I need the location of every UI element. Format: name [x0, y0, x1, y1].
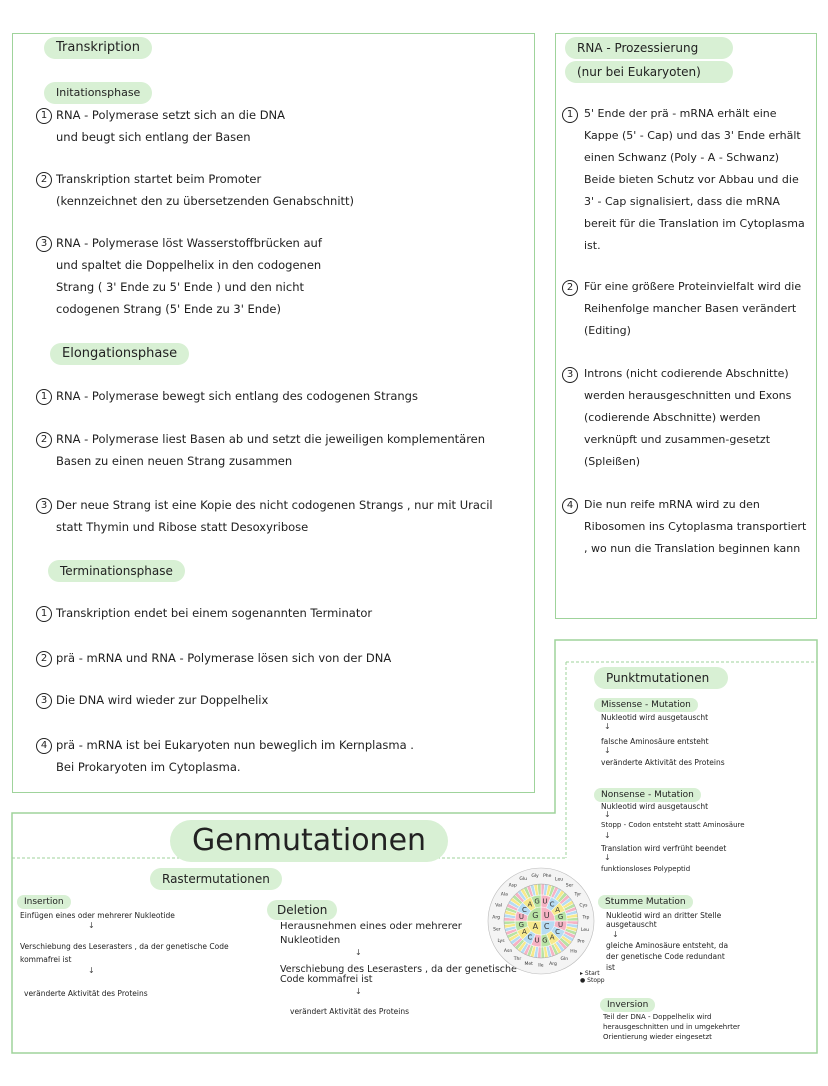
- wheel-amino-label: Phe: [543, 873, 552, 879]
- step-number: 3: [36, 498, 52, 514]
- arrow-down-icon: ↓: [604, 853, 611, 862]
- wheel-middle-label: G: [542, 936, 548, 945]
- wheel-inner-label: U: [543, 910, 550, 920]
- insertion-line-1: Einfügen eines oder mehrerer Nukleotide: [20, 911, 175, 920]
- step-number: 2: [36, 172, 52, 188]
- wheel-amino-label: Pro: [577, 939, 585, 945]
- termination-item-1: [36, 602, 372, 624]
- wheel-legend: [580, 970, 605, 984]
- wheel-middle-label: U: [558, 920, 564, 929]
- wheel-amino-label: Asp: [508, 883, 517, 889]
- stumme-line-1: Nukleotid wird an dritter Stelle: [606, 911, 722, 920]
- start-marker-icon: ▸: [580, 970, 585, 977]
- wheel-amino-label: Val: [495, 903, 503, 909]
- arrow-down-icon: ↓: [88, 921, 95, 930]
- stumme-title: Stumme Mutation: [598, 895, 693, 909]
- deletion-line-5: verändert Aktivität des Proteins: [290, 1007, 410, 1016]
- initiation-item-3-line-2: und spaltet die Doppelhelix in den codogenen: [56, 258, 322, 272]
- wheel-amino-label: Leu: [555, 877, 564, 883]
- wheel-amino-label: Ser: [565, 883, 574, 889]
- missense-line-2: falsche Aminosäure entsteht: [601, 737, 709, 746]
- wheel-amino-label: Asn: [503, 949, 513, 955]
- punkt-title: Punktmutationen: [594, 667, 728, 689]
- wheel-amino-label: Lys: [497, 939, 505, 945]
- wheel-amino-label: Ile: [538, 963, 544, 969]
- wheel-middle-label: C: [521, 905, 527, 914]
- wheel-middle-label: G: [518, 920, 525, 929]
- termination-item-4-line-2: Bei Prokaryoten im Cytoplasma.: [56, 760, 241, 774]
- wheel-inner-label: C: [543, 922, 550, 932]
- step-number: 3: [36, 693, 52, 709]
- initiation-item-3-line-1: RNA - Polymerase löst Wasserstoffbrücken auf: [56, 236, 322, 250]
- termination-item-4: [36, 734, 414, 778]
- termination-item-2: [36, 647, 391, 669]
- insertion-line-4: veränderte Aktivität des Proteins: [24, 989, 148, 998]
- wheel-middle-label: A: [549, 933, 555, 942]
- stop-marker-icon: ●: [580, 977, 588, 984]
- elongation-item-1: [36, 385, 418, 407]
- step-number: 1: [562, 107, 578, 123]
- step-number: 4: [36, 738, 52, 754]
- initiation-item-2: [36, 168, 354, 212]
- deletion-line-4: Code kommafrei ist: [280, 974, 373, 985]
- prozessierung-item-1-text: 5' Ende der prä - mRNA erhält eine Kappe (5' - Cap) und das 3' Ende erhält einen Schwanz (Poly - A - Schwanz) Beide bieten Schutz vor Abbau und die 3' - Cap signalisiert, dass die mRNA bereit für die Translation im Cytoplasma ist.: [584, 107, 805, 252]
- nonsense-line-3: Translation wird verfrüht beendet: [601, 844, 727, 853]
- transkription-title: Transkription: [44, 37, 152, 59]
- elongation-item-2-line-2: Basen zu einen neuen Strang zusammen: [56, 454, 293, 468]
- deletion-line-2: Nukleotiden: [280, 935, 341, 946]
- stumme-line-2: ausgetauscht: [606, 920, 657, 929]
- nonsense-line-1: Nukleotid wird ausgetauscht: [601, 802, 709, 811]
- step-number: 1: [36, 606, 52, 622]
- wheel-middle-label: A: [527, 900, 533, 909]
- legend-start: Start: [584, 970, 600, 977]
- insertion-line-3: kommafrei ist: [20, 955, 72, 964]
- wheel-amino-label: Gly: [531, 873, 539, 879]
- arrow-down-icon: ↓: [88, 966, 95, 975]
- wheel-middle-label: C: [555, 928, 561, 937]
- inversion-line-1: Teil der DNA - Doppelhelix wird: [603, 1013, 712, 1021]
- arrow-down-icon: ↓: [612, 930, 619, 939]
- wheel-amino-label: Ala: [500, 892, 508, 898]
- prozessierung-item-3-text: Introns (nicht codierende Abschnitte) werden herausgeschnitten und Exons (codierende Abschnitte) werden verknüpft und zusammen-gesetzt (Spleißen): [584, 367, 792, 468]
- step-number: 2: [562, 280, 578, 296]
- termination-item-2-line-1: prä - mRNA und RNA - Polymerase lösen sich von der DNA: [56, 651, 392, 665]
- initiation-item-2-line-1: Transkription startet beim Promoter: [56, 172, 262, 186]
- termination-item-3-line-1: Die DNA wird wieder zur Doppelhelix: [56, 693, 269, 707]
- step-number: 3: [562, 367, 578, 383]
- wheel-middle-label: U: [534, 936, 540, 945]
- wheel-amino-label: Met: [524, 961, 533, 967]
- initiation-item-1-line-1: RNA - Polymerase setzt sich an die DNA: [56, 108, 286, 122]
- wheel-amino-label: Trp: [582, 915, 590, 921]
- step-number: 3: [36, 236, 52, 252]
- wheel-amino-label: His: [570, 949, 578, 955]
- wheel-amino-label: Arg: [492, 915, 500, 921]
- initiation-item-3-line-4: codogenen Strang (5' Ende zu 3' Ende): [56, 302, 281, 316]
- inversion-title: Inversion: [600, 998, 655, 1012]
- prozessierung-item-1: [562, 103, 812, 257]
- initiation-item-1-line-2: und beugt sich entlang der Basen: [56, 130, 251, 144]
- termination-item-4-line-1: prä - mRNA ist bei Eukaryoten nun beweglich im Kernplasma .: [56, 738, 414, 752]
- initiation-item-1: [36, 104, 285, 148]
- nonsense-line-2: Stopp - Codon entsteht statt Aminosäure: [601, 821, 745, 829]
- wheel-amino-label: Glu: [519, 877, 527, 883]
- step-number: 4: [562, 498, 578, 514]
- missense-line-3: veränderte Aktivität des Proteins: [601, 758, 725, 767]
- elongation-item-1-line-1: RNA - Polymerase bewegt sich entlang des codogenen Strangs: [56, 389, 418, 403]
- elongation-item-3: [36, 494, 493, 538]
- initiation-title: Initationsphase: [44, 82, 152, 104]
- termination-title: Terminationsphase: [48, 560, 185, 582]
- legend-stop: Stopp: [587, 977, 605, 984]
- initiation-item-2-line-2: (kennzeichnet den zu übersetzenden Genabschnitt): [56, 194, 355, 208]
- insertion-line-2: Verschiebung des Leserasters , da der genetische Code: [20, 942, 229, 951]
- deletion-title: Deletion: [267, 900, 337, 920]
- deletion-line-3: Verschiebung des Leserasters , da der genetische: [280, 964, 517, 975]
- prozessierung-subtitle: (nur bei Eukaryoten): [565, 61, 733, 83]
- wheel-middle-label: C: [549, 900, 555, 909]
- prozessierung-item-4: [562, 494, 812, 560]
- insertion-title: Insertion: [17, 895, 71, 909]
- wheel-middle-label: U: [542, 897, 548, 906]
- wheel-middle-label: A: [555, 905, 561, 914]
- raster-title: Rastermutationen: [150, 868, 282, 890]
- nonsense-line-4: funktionsloses Polypeptid: [601, 865, 691, 873]
- arrow-down-icon: ↓: [355, 987, 362, 996]
- wheel-middle-label: U: [518, 913, 524, 922]
- prozessierung-item-2-text: Für eine größere Proteinvielfalt wird die Reihenfolge mancher Basen verändert (Editing): [584, 280, 802, 337]
- initiation-item-3-line-3: Strang ( 3' Ende zu 5' Ende ) und den nicht: [56, 280, 304, 294]
- genetic-code-wheel: [486, 866, 596, 976]
- wheel-middle-label: C: [527, 933, 533, 942]
- wheel-amino-label: Tyr: [574, 892, 582, 898]
- wheel-amino-label: Gln: [560, 957, 569, 963]
- missense-line-1: Nukleotid wird ausgetauscht: [601, 713, 709, 722]
- step-number: 2: [36, 432, 52, 448]
- deletion-line-1: Herausnehmen eines oder mehrerer: [280, 921, 462, 932]
- wheel-middle-label: A: [521, 928, 527, 937]
- wheel-amino-label: Cys: [579, 903, 588, 909]
- wheel-inner-label: A: [532, 922, 539, 932]
- arrow-down-icon: ↓: [355, 948, 362, 957]
- elongation-item-2: [36, 428, 485, 472]
- inversion-line-3: Orientierung wieder eingesetzt: [603, 1033, 712, 1041]
- initiation-item-3: [36, 232, 322, 320]
- elongation-item-2-line-1: RNA - Polymerase liest Basen ab und setzt die jeweiligen komplementären: [56, 432, 486, 446]
- arrow-down-icon: ↓: [604, 722, 611, 731]
- termination-item-1-line-1: Transkription endet bei einem sogenannten Terminator: [56, 606, 373, 620]
- nonsense-title: Nonsense - Mutation: [594, 788, 701, 802]
- arrow-down-icon: ↓: [604, 810, 611, 819]
- inversion-line-2: herausgeschnitten und in umgekehrter: [603, 1023, 741, 1031]
- wheel-amino-label: Ser: [493, 927, 501, 933]
- wheel-inner-label: G: [532, 910, 539, 920]
- wheel-middle-label: G: [557, 913, 564, 922]
- prozessierung-item-2: [562, 276, 812, 342]
- wheel-amino-label: Arg: [549, 961, 557, 967]
- wheel-middle-label: G: [534, 897, 540, 906]
- stumme-line-4: der genetische Code redundant: [606, 952, 725, 961]
- step-number: 2: [36, 651, 52, 667]
- step-number: 1: [36, 108, 52, 124]
- elongation-item-3-line-1: Der neue Strang ist eine Kopie des nicht codogenen Strangs , nur mit Uracil: [56, 498, 493, 512]
- missense-title: Missense - Mutation: [594, 698, 698, 712]
- genmutationen-title: Genmutationen: [170, 820, 448, 862]
- prozessierung-item-4-text: Die nun reife mRNA wird zu den Ribosomen ins Cytoplasma transportiert , wo nun die Translation beginnen kann: [584, 498, 807, 555]
- wheel-amino-label: Thr: [513, 956, 522, 962]
- prozessierung-title: RNA - Prozessierung: [565, 37, 733, 59]
- step-number: 1: [36, 389, 52, 405]
- arrow-down-icon: ↓: [604, 831, 611, 840]
- elongation-title: Elongationsphase: [50, 343, 189, 365]
- stumme-line-3: gleiche Aminosäure entsteht, da: [606, 941, 729, 950]
- arrow-down-icon: ↓: [604, 746, 611, 755]
- wheel-amino-label: Leu: [580, 927, 590, 933]
- prozessierung-item-3: [562, 363, 812, 473]
- stumme-line-5: ist: [606, 963, 615, 972]
- elongation-item-3-line-2: statt Thymin und Ribose statt Desoxyribose: [56, 520, 309, 534]
- termination-item-3: [36, 689, 268, 711]
